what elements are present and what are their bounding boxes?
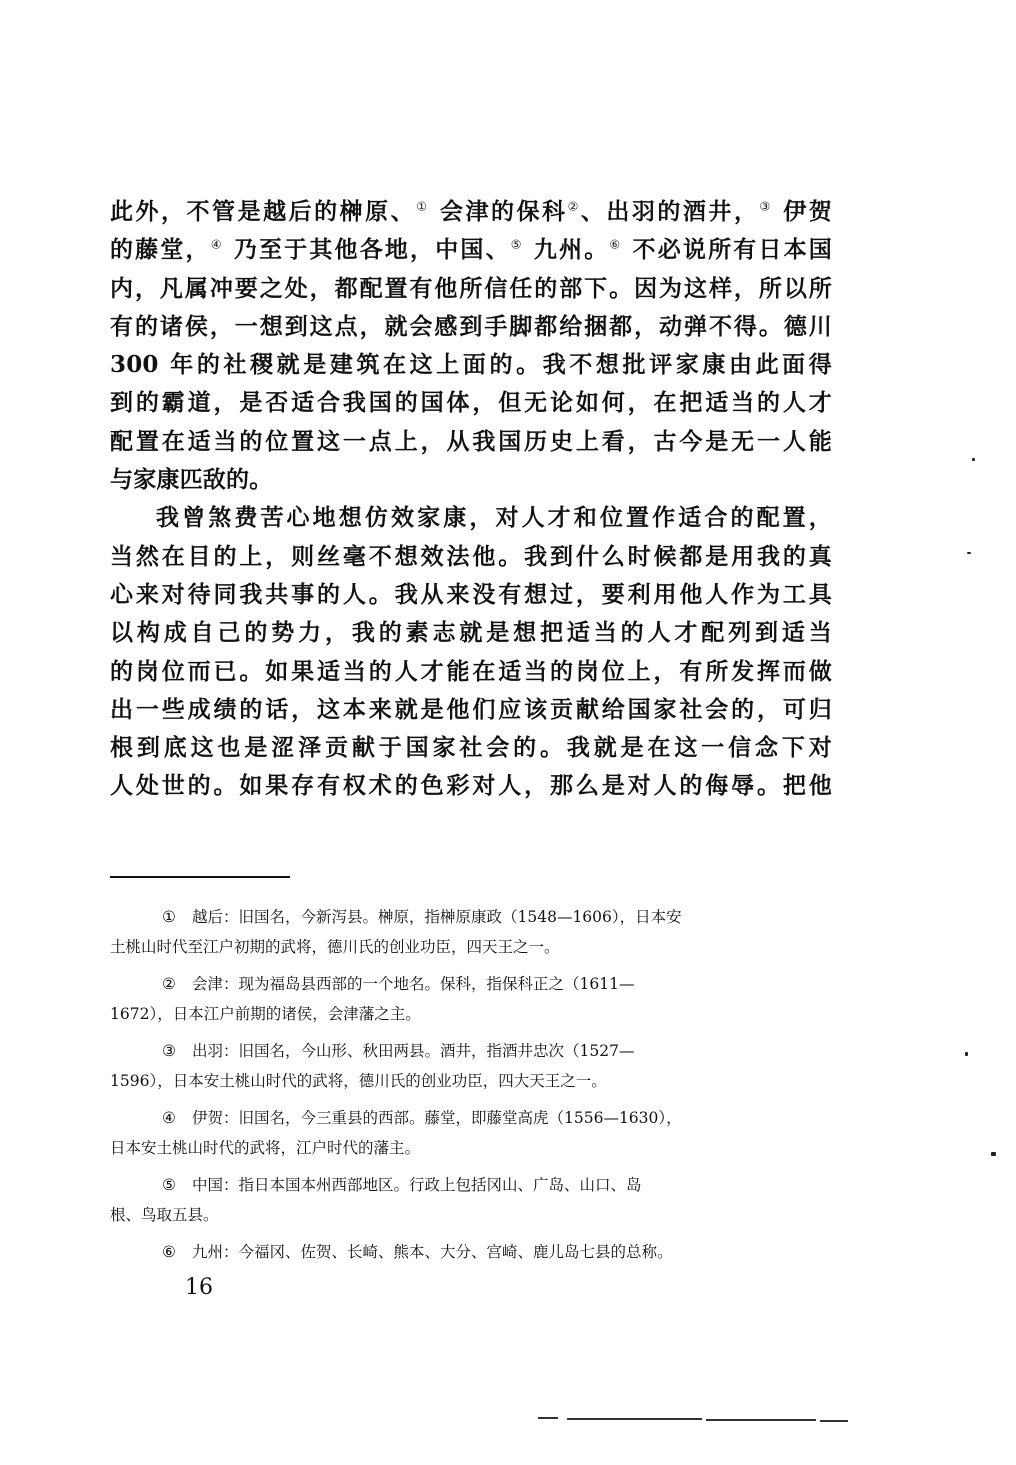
footnote-mark: ⑥	[162, 1243, 176, 1261]
scan-speck	[972, 458, 975, 461]
text-line: 与家康匹敌的。	[110, 466, 273, 494]
text-line: 出一些成绩的话，这本来就是他们应该贡献给国家社会的，可归	[110, 695, 832, 723]
footnote-line: 土桃山时代至江户初期的武将，德川氏的创业功臣，四天王之一。	[110, 937, 560, 956]
footnote-mark: ③	[162, 1042, 176, 1060]
footnote-line: 根、鸟取五县。	[110, 1205, 219, 1224]
text-line: 内，凡属冲要之处，都配置有他所信任的部下。因为这样，所以所	[110, 274, 832, 302]
text-line: 300 年的社稷就是建筑在这上面的。我不想批评家康由此面得	[110, 351, 832, 379]
footnote-ref-2[interactable]: ②	[567, 199, 581, 214]
text-line: 配置在适当的位置这一点上，从我国历史上看，古今是无一人能	[110, 427, 832, 455]
footnote-6	[110, 1238, 832, 1268]
footnote-line: ④ 伊贺：旧国名，今三重县的西部。藤堂，即藤堂高虎（1556—1630），	[110, 1104, 832, 1134]
footnote-line: ⑤ 中国：指日本国本州西部地区。行政上包括冈山、广岛、山口、岛	[110, 1171, 832, 1201]
footnote-ref-1[interactable]: ①	[416, 199, 430, 214]
text-line: 我曾煞费苦心地想仿效家康，对人才和位置作适合的配置，	[156, 504, 832, 532]
scan-speck	[967, 552, 971, 554]
footnote-line: 日本安土桃山时代的武将，江户时代的藩主。	[110, 1138, 421, 1157]
footnote-4	[110, 1104, 832, 1163]
footnote-5	[110, 1171, 832, 1230]
footnotes	[110, 903, 832, 1276]
footnote-3	[110, 1037, 832, 1096]
page-number: 16	[185, 1275, 213, 1300]
main-text	[110, 193, 832, 806]
text-line: 的藤堂，④ 乃至于其他各地，中国、⑤ 九州。⑥ 不必说所有日本国	[110, 236, 832, 264]
footnote-line: ① 越后：旧国名，今新泻县。榊原，指榊原康政（1548—1606），日本安	[110, 903, 832, 933]
footnote-ref-4[interactable]: ④	[210, 237, 224, 252]
footnote-line: ⑥ 九州：今福冈、佐贺、长崎、熊本、大分、宫崎、鹿儿岛七县的总称。	[110, 1238, 832, 1268]
text-line: 当然在目的上，则丝毫不想效法他。我到什么时候都是用我的真	[110, 542, 832, 570]
text-line: 的岗位而已。如果适当的人才能在适当的岗位上，有所发挥而做	[110, 657, 832, 685]
text-line: 此外，不管是越后的榊原、① 会津的保科②、出羽的酒井，③ 伊贺	[110, 198, 832, 225]
text-line: 以构成自己的势力，我的素志就是想把适当的人才配列到适当	[110, 619, 832, 647]
text-line: 到的霸道，是否适合我国的国体，但无论如何，在把适当的人才	[110, 389, 832, 417]
paragraph-1	[110, 193, 832, 499]
scan-speck	[991, 1152, 996, 1156]
text-line: 人处世的。如果存有权术的色彩对人，那么是对人的侮辱。把他	[110, 772, 832, 800]
footnote-mark: ⑤	[162, 1176, 176, 1194]
paragraph-2	[110, 499, 832, 805]
footnote-2	[110, 970, 832, 1029]
footnote-ref-6[interactable]: ⑥	[609, 237, 623, 252]
scan-edge-line	[820, 1420, 848, 1422]
footnote-line: 1672），日本江户前期的诸侯，会津藩之主。	[110, 1004, 421, 1023]
scan-edge-line	[706, 1419, 816, 1421]
footnote-divider	[110, 876, 290, 878]
text-line: 心来对待同我共事的人。我从来没有想过，要利用他人作为工具	[110, 580, 832, 608]
footnote-line: 1596），日本安土桃山时代的武将，德川氏的创业功臣，四大天王之一。	[110, 1071, 607, 1090]
footnote-ref-3[interactable]: ③	[759, 199, 773, 214]
footnote-line: ② 会津：现为福岛县西部的一个地名。保科，指保科正之（1611—	[110, 970, 832, 1000]
scan-speck	[965, 1052, 968, 1056]
scan-edge-line	[538, 1417, 558, 1419]
footnote-line: ③ 出羽：旧国名，今山形、秋田两县。酒井，指酒井忠次（1527—	[110, 1037, 832, 1067]
footnote-ref-5[interactable]: ⑤	[510, 237, 524, 252]
footnote-mark: ①	[162, 908, 176, 926]
footnote-mark: ②	[162, 975, 176, 993]
text-line: 根到底这也是涩泽贡献于国家社会的。我就是在这一信念下对	[110, 734, 832, 762]
footnote-mark: ④	[162, 1109, 176, 1127]
scan-edge-line	[567, 1418, 702, 1420]
footnote-1	[110, 903, 832, 962]
text-line: 有的诸侯，一想到这点，就会感到手脚都给捆都，动弹不得。德川	[110, 312, 832, 340]
